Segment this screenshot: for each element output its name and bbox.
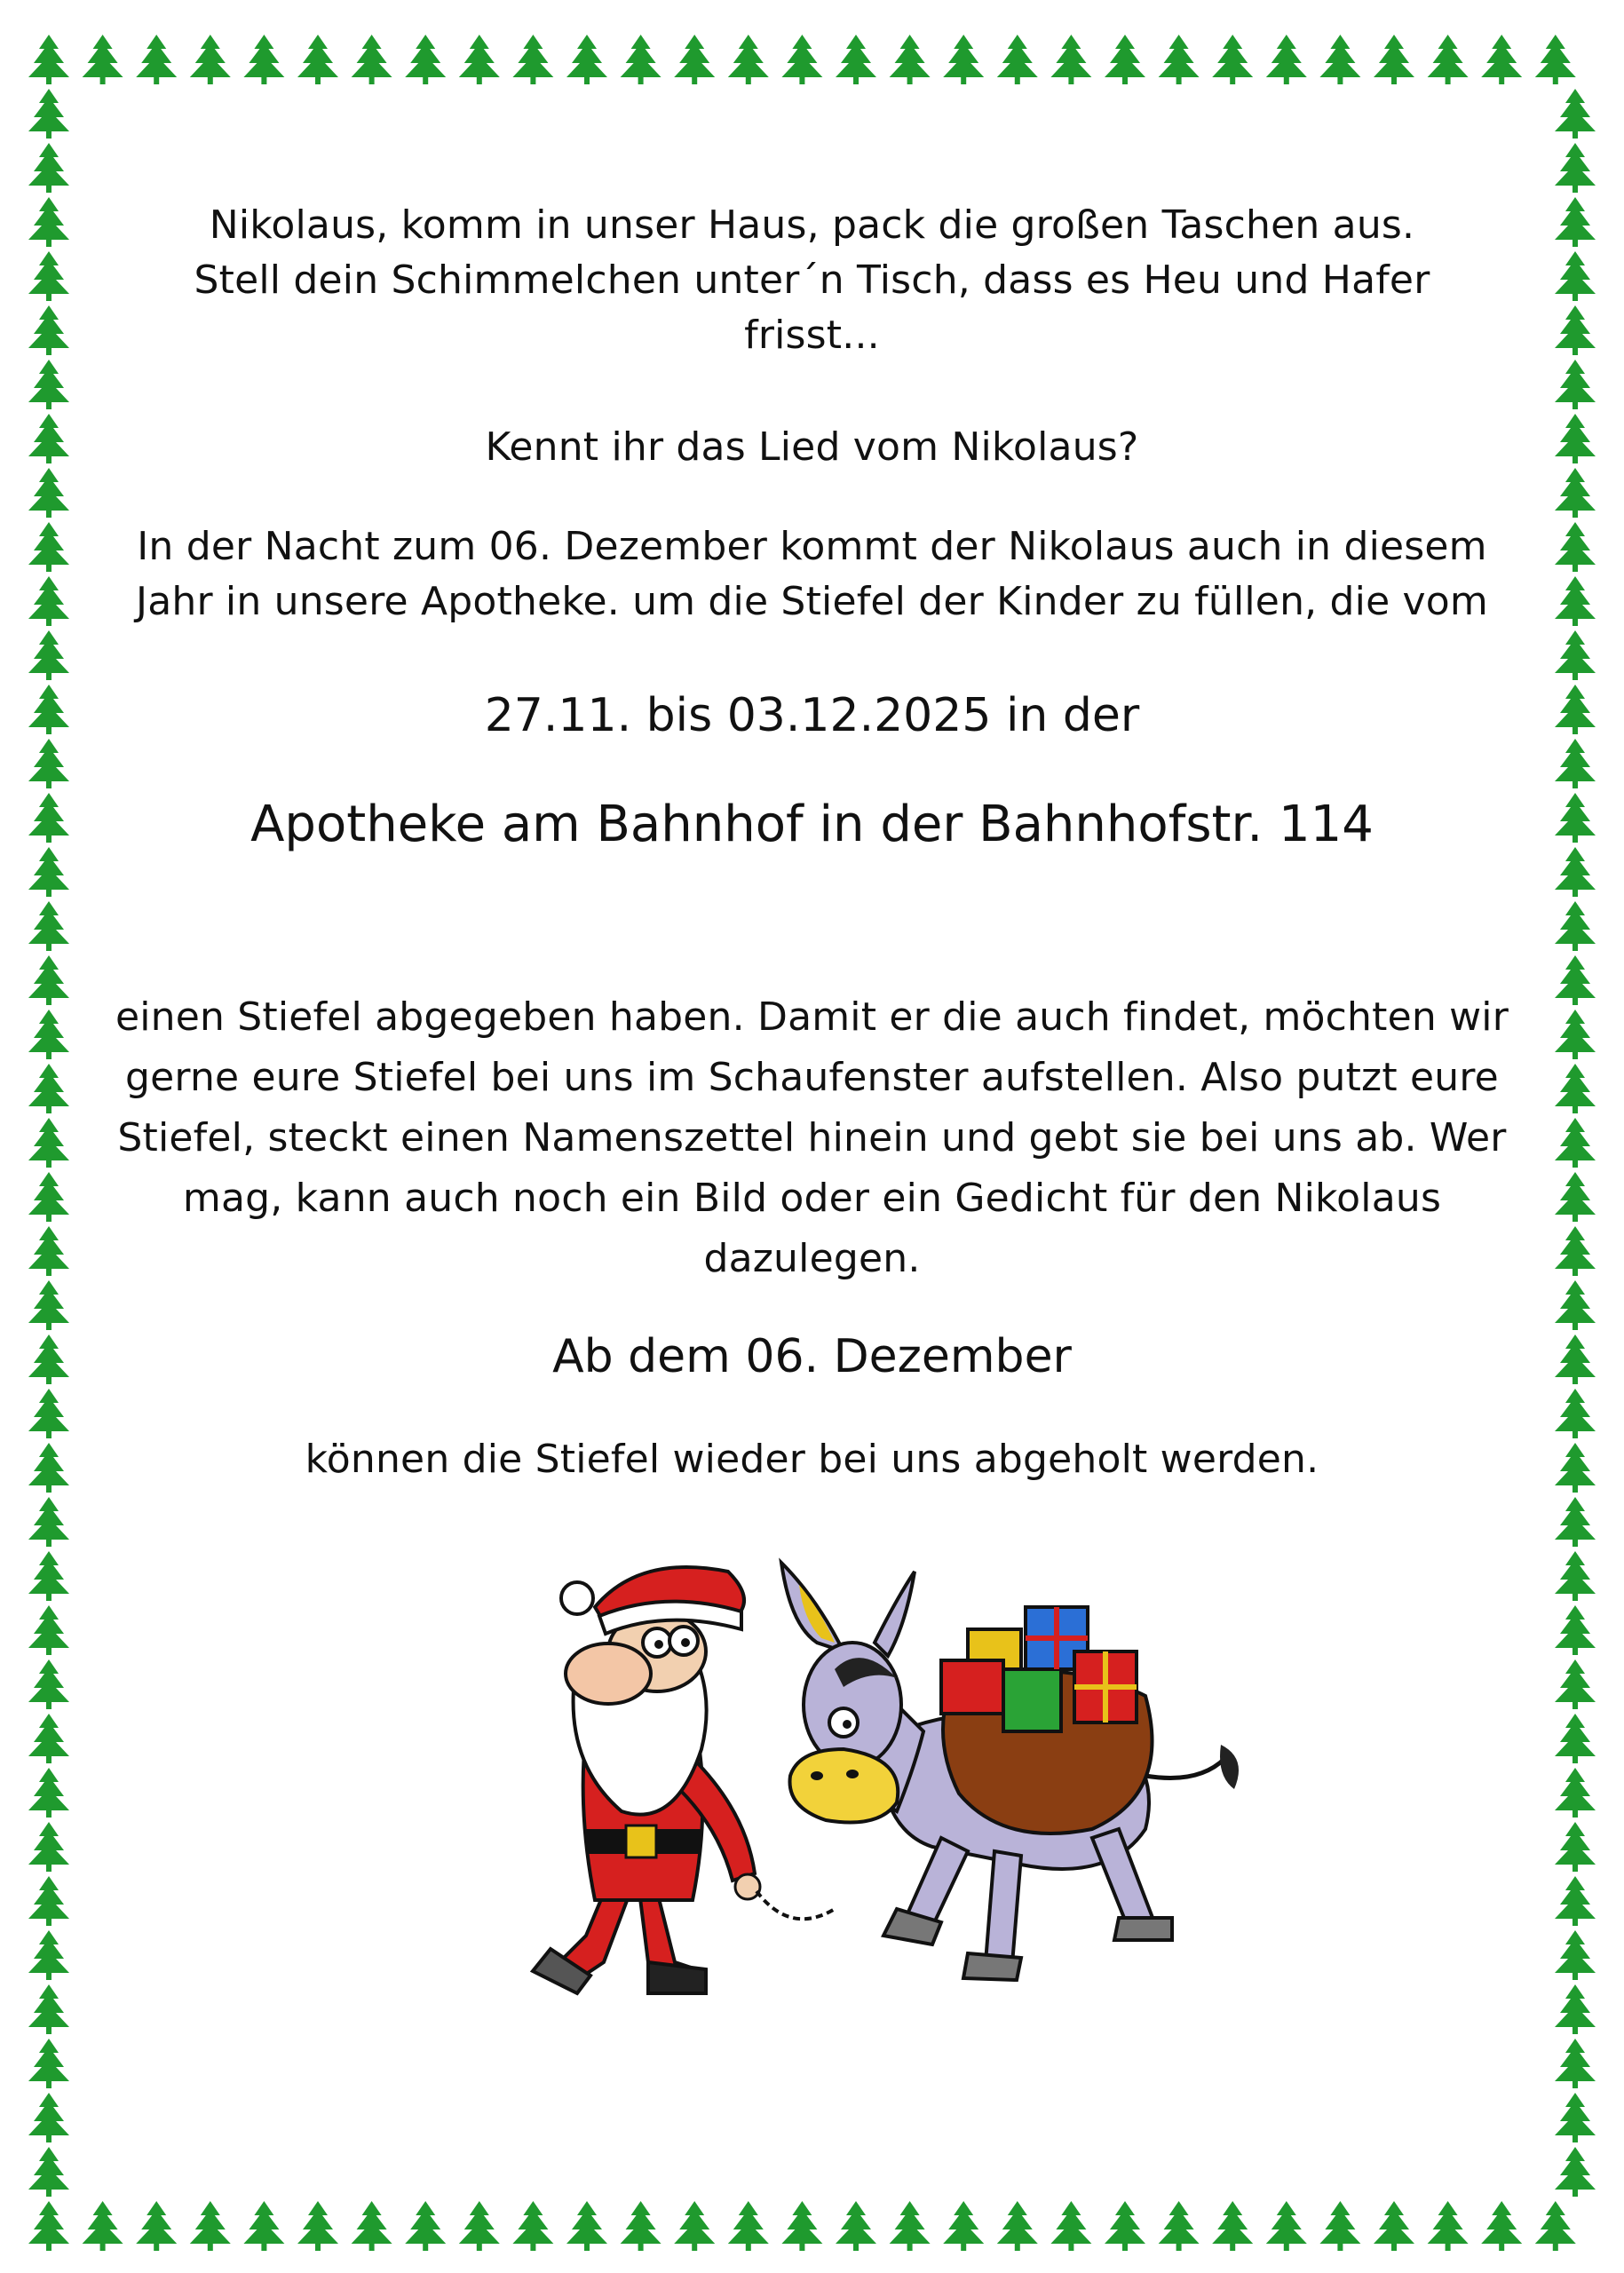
pickup-heading: Ab dem 06. Dezember [552,1330,1072,1383]
body-line-5: dazulegen. [703,1236,921,1281]
christmas-tree-icon [28,89,69,139]
christmas-tree-icon [28,1768,69,1818]
christmas-tree-icon [28,1822,69,1872]
christmas-tree-icon [28,1172,69,1222]
christmas-tree-icon [28,901,69,951]
flyer-content [98,0,1526,2273]
christmas-tree-icon [28,197,69,247]
christmas-tree-icon [28,1551,69,1601]
poem-line-1: Nikolaus, komm in unser Haus, pack die großen Taschen aus. [209,202,1415,248]
christmas-tree-icon [1555,1389,1596,1438]
christmas-tree-icon [1555,1118,1596,1168]
poem-line-2: Stell dein Schimmelchen unter´n Tisch, dass es Heu und Hafer [194,257,1430,303]
christmas-tree-icon [28,576,69,626]
christmas-tree-icon [28,1118,69,1168]
christmas-tree-icon [28,360,69,409]
christmas-tree-icon [28,1226,69,1276]
christmas-tree-icon [28,1876,69,1926]
christmas-tree-icon [1555,630,1596,680]
christmas-tree-icon [1555,1226,1596,1276]
christmas-tree-icon [1555,251,1596,301]
christmas-tree-icon [28,305,69,355]
christmas-tree-icon [28,1984,69,2034]
christmas-tree-icon [1555,2147,1596,2197]
body-line-1: einen Stiefel abgegeben haben. Damit er die auch findet, möchten wir [115,994,1509,1040]
christmas-tree-icon [1555,2093,1596,2142]
christmas-tree-icon [1555,360,1596,409]
christmas-tree-icon [28,1334,69,1384]
christmas-tree-icon [28,2147,69,2197]
christmas-tree-icon [28,847,69,897]
intro-line-1: In der Nacht zum 06. Dezember kommt der Nikolaus auch in diesem [137,524,1487,569]
christmas-tree-icon [28,35,69,84]
christmas-tree-icon [28,955,69,1005]
christmas-tree-icon [28,630,69,680]
body-line-2: gerne eure Stiefel bei uns im Schaufenster aufstellen. Also putzt eure [125,1055,1499,1100]
christmas-tree-icon [28,1605,69,1655]
christmas-tree-icon [1555,1172,1596,1222]
christmas-tree-icon [1555,739,1596,788]
christmas-tree-icon [28,2093,69,2142]
christmas-tree-icon [28,793,69,843]
christmas-tree-icon [1555,1280,1596,1330]
christmas-tree-icon [1555,305,1596,355]
christmas-tree-icon [1535,35,1576,84]
christmas-tree-icon [28,1010,69,1059]
christmas-tree-icon [1555,1010,1596,1059]
christmas-tree-icon [28,1064,69,1113]
christmas-tree-icon [1555,1659,1596,1709]
christmas-tree-icon [28,414,69,463]
santa-with-donkey-illustration [524,1545,1287,2042]
christmas-tree-icon [1555,1768,1596,1818]
christmas-tree-icon [28,1930,69,1980]
poem-line-3: frisst... [744,313,880,358]
christmas-tree-icon [1555,685,1596,734]
christmas-tree-icon [28,468,69,518]
christmas-tree-icon [1555,1334,1596,1384]
body-line-4: mag, kann auch noch ein Bild oder ein Gedicht für den Nikolaus [182,1176,1442,1221]
intro-line-2: Jahr in unsere Apotheke. um die Stiefel der Kinder zu füllen, die vom [136,579,1488,624]
christmas-tree-icon [1555,197,1596,247]
christmas-tree-icon [28,1443,69,1493]
santa-figure [533,1567,760,1993]
christmas-tree-icon [1555,1064,1596,1113]
christmas-tree-icon [1555,1930,1596,1980]
christmas-tree-icon [28,522,69,572]
pharmacy-location: Apotheke am Bahnhof in der Bahnhofstr. 114 [250,796,1374,853]
christmas-tree-icon [1555,955,1596,1005]
christmas-tree-icon [28,2201,69,2251]
christmas-tree-icon [1555,414,1596,463]
christmas-tree-icon [1555,1876,1596,1926]
christmas-tree-icon [1555,901,1596,951]
christmas-tree-icon [28,685,69,734]
christmas-tree-icon [1555,576,1596,626]
christmas-tree-icon [28,739,69,788]
christmas-tree-icon [1555,143,1596,193]
body-line-3: Stiefel, steckt einen Namenszettel hinein und gebt sie bei uns ab. Wer [117,1115,1507,1160]
christmas-tree-icon [28,143,69,193]
date-range: 27.11. bis 03.12.2025 in der [484,689,1140,742]
christmas-tree-icon [28,2039,69,2088]
christmas-tree-icon [1555,1497,1596,1547]
christmas-tree-icon [1555,847,1596,897]
pickup-text: können die Stiefel wieder bei uns abgeholt werden. [305,1437,1319,1482]
christmas-tree-icon [1555,1822,1596,1872]
question-line: Kennt ihr das Lied vom Nikolaus? [485,424,1139,470]
donkey-figure [781,1563,1239,1980]
christmas-tree-icon [28,1714,69,1763]
christmas-tree-icon [1555,793,1596,843]
christmas-tree-icon [1555,1714,1596,1763]
christmas-tree-icon [1555,522,1596,572]
christmas-tree-icon [28,251,69,301]
christmas-tree-icon [28,1659,69,1709]
christmas-tree-icon [28,1280,69,1330]
christmas-tree-icon [1535,2201,1576,2251]
christmas-tree-icon [1555,2039,1596,2088]
christmas-tree-icon [1555,89,1596,139]
christmas-tree-icon [1555,1984,1596,2034]
christmas-tree-icon [1555,468,1596,518]
christmas-tree-icon [28,1497,69,1547]
christmas-tree-icon [28,1389,69,1438]
christmas-tree-icon [1555,1443,1596,1493]
christmas-tree-icon [1555,1605,1596,1655]
christmas-tree-icon [1555,1551,1596,1601]
